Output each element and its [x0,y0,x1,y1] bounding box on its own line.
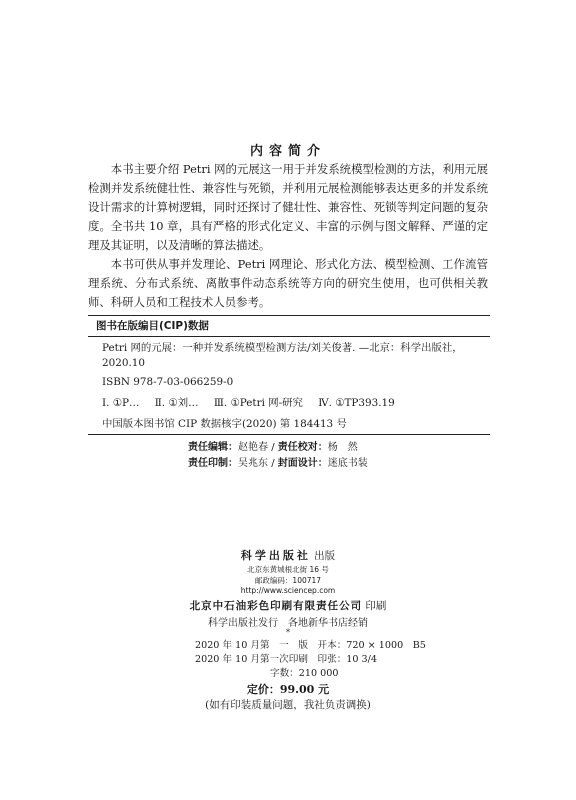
cip-class-4: Ⅳ. ①TP393.19 [318,397,395,409]
edition-line-2: 2020 年 10 月第一次印刷 印张：10 3/4 [195,654,377,665]
publisher-suffix: 出版 [314,550,336,562]
proof-name: 杨 然 [327,442,358,453]
cover-label: 封面设计： [277,458,328,469]
publisher-website: http://www.sciencep.com [240,586,336,595]
edition-info [195,639,426,681]
separator-star: * [286,628,290,637]
publisher-address: 北京东黄城根北街 16 号 [247,565,329,574]
cip-classification [88,396,490,411]
printer-name: 北京中石油彩色印刷有限责任公司 [189,600,363,612]
price: 定价：99.00 元 [246,683,330,696]
staff-credits [188,440,368,472]
cip-catalog: Petri 网的元展：一种并发系统模型检测方法/刘关俊著. —北京：科学出版社，2020.10 [102,342,463,369]
cover-name: 迷底书装 [327,458,368,469]
proof-label: 责任校对： [277,442,328,453]
edition-line-1: 2020 年 10 月第 一 版 开本：720 × 1000 B5 [195,640,426,651]
staff-row-2: 责任印制：吴兆东 / 封面设计：迷底书装 [188,458,368,469]
distribution-line: 科学出版社发行 各地新华书店经销 [208,618,368,629]
editor-name: 赵艳春 [238,442,268,453]
intro-paragraph-1: 本书主要介绍 Petri 网的元展这一用于并发系统模型检测的方法，利用元展检测并发系统健壮性、兼容性与死锁，并利用元展检测能够表达更多的并发系统设计需求的计算树逻辑，同时还探讨了健壮性、兼容性、死锁等判定问题的复杂度。全书共 10 章，具有严格的形式化定义、丰富的示例与图文解释、严谨的定理及其证明，以及清晰的算法描述。 [88,162,488,252]
intro-text [88,160,488,312]
cip-class-2: Ⅱ. ①刘… [154,397,199,409]
quality-note: (如有印装质量问题，我社负责调换) [205,699,371,711]
intro-paragraph-2: 本书可供从事并发理论、Petri 网理论、形式化方法、模型检测、工作流管理系统、分布式系统、离散事件动态系统等方向的研究生使用，也可供相关教师、科研人员和工程技术人员参考。 [88,257,488,309]
print-label: 责任印制： [188,458,238,469]
cip-box [88,315,490,435]
page-title: 内容简介 [249,144,326,159]
publisher-postcode: 邮政编码：100717 [254,576,322,585]
printer-suffix: 印刷 [365,600,387,612]
publisher-line [0,547,576,563]
publisher-name: 科学出版社 [240,549,311,562]
editor-label: 责任编辑： [188,442,238,453]
cip-class-3: Ⅲ. ①Petri 网-研究 [213,397,303,409]
cip-isbn: ISBN 978-7-03-066259-0 [102,376,234,388]
edition-line-3: 字数：210 000 [270,668,339,679]
cip-record: 中国版本图书馆 CIP 数据核字(2020) 第 184413 号 [102,418,347,430]
staff-row-1: 责任编辑：赵艳春 / 责任校对：杨 然 [188,442,358,453]
cip-class-1: Ⅰ. ①P… [102,397,140,409]
cip-header: 图书在版编目(CIP)数据 [88,316,490,337]
print-name: 吴兆东 [238,458,268,469]
printer-line [0,598,576,613]
